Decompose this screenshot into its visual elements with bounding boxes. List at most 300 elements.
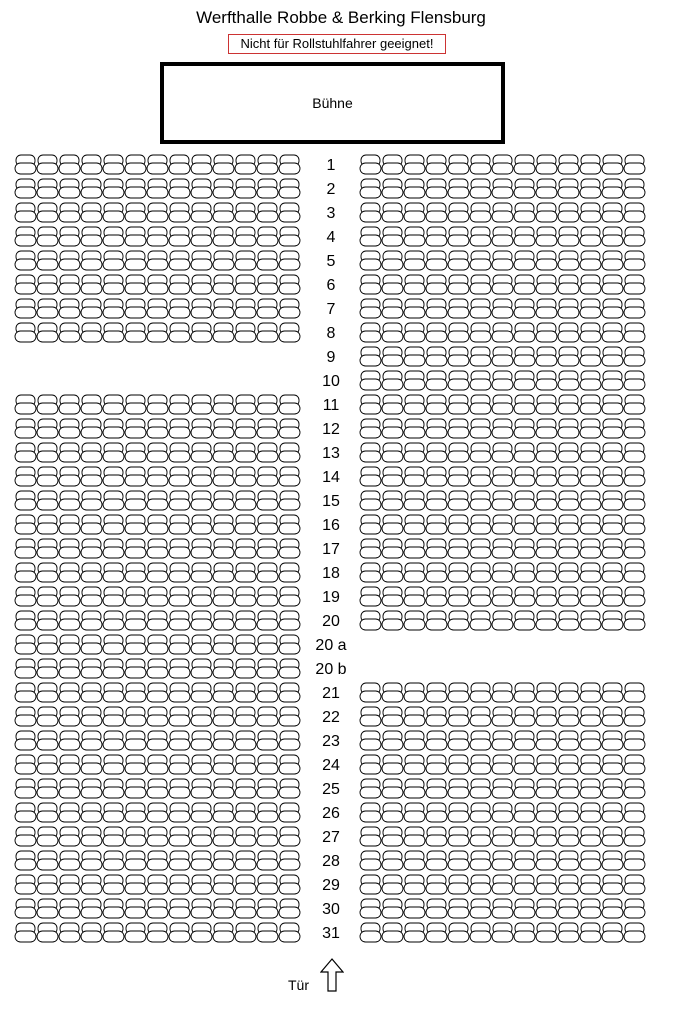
seat[interactable] bbox=[470, 563, 491, 582]
seat[interactable] bbox=[15, 611, 36, 630]
seat[interactable] bbox=[382, 491, 403, 510]
seat[interactable] bbox=[426, 299, 447, 318]
seat[interactable] bbox=[470, 803, 491, 822]
seat[interactable] bbox=[213, 515, 234, 534]
seat[interactable] bbox=[404, 611, 425, 630]
seat[interactable] bbox=[624, 491, 645, 510]
seat[interactable] bbox=[360, 515, 381, 534]
seat[interactable] bbox=[426, 779, 447, 798]
seat[interactable] bbox=[580, 299, 601, 318]
seat[interactable] bbox=[213, 203, 234, 222]
seat[interactable] bbox=[426, 203, 447, 222]
seat[interactable] bbox=[492, 419, 513, 438]
seat[interactable] bbox=[59, 443, 80, 462]
seat[interactable] bbox=[382, 803, 403, 822]
seat[interactable] bbox=[191, 683, 212, 702]
seat[interactable] bbox=[191, 299, 212, 318]
seat[interactable] bbox=[279, 323, 300, 342]
seat[interactable] bbox=[448, 563, 469, 582]
seat[interactable] bbox=[191, 515, 212, 534]
seat[interactable] bbox=[536, 251, 557, 270]
seat[interactable] bbox=[580, 923, 601, 942]
seat[interactable] bbox=[382, 275, 403, 294]
seat[interactable] bbox=[426, 755, 447, 774]
seat[interactable] bbox=[279, 803, 300, 822]
seat[interactable] bbox=[147, 779, 168, 798]
seat[interactable] bbox=[514, 515, 535, 534]
seat[interactable] bbox=[426, 395, 447, 414]
seat[interactable] bbox=[492, 227, 513, 246]
seat[interactable] bbox=[360, 683, 381, 702]
seat[interactable] bbox=[147, 755, 168, 774]
seat[interactable] bbox=[59, 563, 80, 582]
seat[interactable] bbox=[279, 779, 300, 798]
seat[interactable] bbox=[103, 803, 124, 822]
seat[interactable] bbox=[470, 707, 491, 726]
seat[interactable] bbox=[147, 467, 168, 486]
seat[interactable] bbox=[602, 851, 623, 870]
seat[interactable] bbox=[580, 323, 601, 342]
seat[interactable] bbox=[191, 275, 212, 294]
seat[interactable] bbox=[169, 827, 190, 846]
seat[interactable] bbox=[470, 491, 491, 510]
seat[interactable] bbox=[103, 851, 124, 870]
seat[interactable] bbox=[470, 179, 491, 198]
seat[interactable] bbox=[492, 899, 513, 918]
seat[interactable] bbox=[147, 875, 168, 894]
seat[interactable] bbox=[360, 443, 381, 462]
seat[interactable] bbox=[169, 467, 190, 486]
seat[interactable] bbox=[15, 227, 36, 246]
seat[interactable] bbox=[191, 443, 212, 462]
seat[interactable] bbox=[382, 827, 403, 846]
seat[interactable] bbox=[213, 923, 234, 942]
seat[interactable] bbox=[59, 659, 80, 678]
seat[interactable] bbox=[404, 779, 425, 798]
seat[interactable] bbox=[492, 491, 513, 510]
seat[interactable] bbox=[37, 923, 58, 942]
seat[interactable] bbox=[235, 443, 256, 462]
seat[interactable] bbox=[169, 587, 190, 606]
seat[interactable] bbox=[213, 659, 234, 678]
seat[interactable] bbox=[81, 755, 102, 774]
seat[interactable] bbox=[169, 203, 190, 222]
seat[interactable] bbox=[37, 635, 58, 654]
seat[interactable] bbox=[426, 539, 447, 558]
seat[interactable] bbox=[235, 323, 256, 342]
seat[interactable] bbox=[624, 587, 645, 606]
seat[interactable] bbox=[81, 563, 102, 582]
seat[interactable] bbox=[147, 515, 168, 534]
seat[interactable] bbox=[602, 227, 623, 246]
seat[interactable] bbox=[492, 203, 513, 222]
seat[interactable] bbox=[448, 779, 469, 798]
seat[interactable] bbox=[169, 611, 190, 630]
seat[interactable] bbox=[257, 563, 278, 582]
seat[interactable] bbox=[624, 251, 645, 270]
seat[interactable] bbox=[404, 203, 425, 222]
seat[interactable] bbox=[213, 419, 234, 438]
seat[interactable] bbox=[470, 683, 491, 702]
seat[interactable] bbox=[169, 275, 190, 294]
seat[interactable] bbox=[558, 467, 579, 486]
seat[interactable] bbox=[103, 827, 124, 846]
seat[interactable] bbox=[448, 755, 469, 774]
seat[interactable] bbox=[470, 347, 491, 366]
seat[interactable] bbox=[360, 923, 381, 942]
seat[interactable] bbox=[235, 299, 256, 318]
seat[interactable] bbox=[580, 875, 601, 894]
seat[interactable] bbox=[257, 203, 278, 222]
seat[interactable] bbox=[624, 347, 645, 366]
seat[interactable] bbox=[558, 299, 579, 318]
seat[interactable] bbox=[360, 779, 381, 798]
seat[interactable] bbox=[536, 467, 557, 486]
seat[interactable] bbox=[382, 587, 403, 606]
seat[interactable] bbox=[536, 443, 557, 462]
seat[interactable] bbox=[81, 923, 102, 942]
seat[interactable] bbox=[514, 419, 535, 438]
seat[interactable] bbox=[602, 779, 623, 798]
seat[interactable] bbox=[235, 467, 256, 486]
seat[interactable] bbox=[103, 491, 124, 510]
seat[interactable] bbox=[448, 851, 469, 870]
seat[interactable] bbox=[257, 923, 278, 942]
seat[interactable] bbox=[125, 851, 146, 870]
seat[interactable] bbox=[602, 515, 623, 534]
seat[interactable] bbox=[257, 299, 278, 318]
seat[interactable] bbox=[103, 515, 124, 534]
seat[interactable] bbox=[37, 659, 58, 678]
seat[interactable] bbox=[360, 731, 381, 750]
seat[interactable] bbox=[404, 731, 425, 750]
seat[interactable] bbox=[558, 563, 579, 582]
seat[interactable] bbox=[602, 443, 623, 462]
seat[interactable] bbox=[492, 347, 513, 366]
seat[interactable] bbox=[492, 683, 513, 702]
seat[interactable] bbox=[492, 155, 513, 174]
seat[interactable] bbox=[536, 899, 557, 918]
seat[interactable] bbox=[514, 611, 535, 630]
seat[interactable] bbox=[426, 515, 447, 534]
seat[interactable] bbox=[558, 275, 579, 294]
seat[interactable] bbox=[624, 875, 645, 894]
seat[interactable] bbox=[15, 155, 36, 174]
seat[interactable] bbox=[448, 539, 469, 558]
seat[interactable] bbox=[426, 227, 447, 246]
seat[interactable] bbox=[602, 827, 623, 846]
seat[interactable] bbox=[213, 299, 234, 318]
seat[interactable] bbox=[602, 491, 623, 510]
seat[interactable] bbox=[257, 515, 278, 534]
seat[interactable] bbox=[213, 395, 234, 414]
seat[interactable] bbox=[37, 395, 58, 414]
seat[interactable] bbox=[15, 275, 36, 294]
seat[interactable] bbox=[404, 251, 425, 270]
seat[interactable] bbox=[514, 251, 535, 270]
seat[interactable] bbox=[147, 323, 168, 342]
seat[interactable] bbox=[279, 731, 300, 750]
seat[interactable] bbox=[125, 491, 146, 510]
seat[interactable] bbox=[37, 227, 58, 246]
seat[interactable] bbox=[360, 827, 381, 846]
seat[interactable] bbox=[602, 251, 623, 270]
seat[interactable] bbox=[191, 611, 212, 630]
seat[interactable] bbox=[404, 155, 425, 174]
seat[interactable] bbox=[15, 443, 36, 462]
seat[interactable] bbox=[580, 395, 601, 414]
seat[interactable] bbox=[580, 803, 601, 822]
seat[interactable] bbox=[279, 443, 300, 462]
seat[interactable] bbox=[169, 299, 190, 318]
seat[interactable] bbox=[492, 587, 513, 606]
seat[interactable] bbox=[624, 419, 645, 438]
seat[interactable] bbox=[257, 395, 278, 414]
seat[interactable] bbox=[59, 467, 80, 486]
seat[interactable] bbox=[191, 779, 212, 798]
seat[interactable] bbox=[602, 587, 623, 606]
seat[interactable] bbox=[235, 515, 256, 534]
seat[interactable] bbox=[602, 875, 623, 894]
seat[interactable] bbox=[602, 467, 623, 486]
seat[interactable] bbox=[448, 443, 469, 462]
seat[interactable] bbox=[470, 227, 491, 246]
seat[interactable] bbox=[558, 731, 579, 750]
seat[interactable] bbox=[37, 179, 58, 198]
seat[interactable] bbox=[257, 803, 278, 822]
seat[interactable] bbox=[426, 563, 447, 582]
seat[interactable] bbox=[191, 803, 212, 822]
seat[interactable] bbox=[59, 155, 80, 174]
seat[interactable] bbox=[103, 707, 124, 726]
seat[interactable] bbox=[404, 803, 425, 822]
seat[interactable] bbox=[213, 491, 234, 510]
seat[interactable] bbox=[213, 155, 234, 174]
seat[interactable] bbox=[81, 323, 102, 342]
seat[interactable] bbox=[426, 347, 447, 366]
seat[interactable] bbox=[558, 827, 579, 846]
seat[interactable] bbox=[169, 803, 190, 822]
seat[interactable] bbox=[59, 755, 80, 774]
seat[interactable] bbox=[235, 899, 256, 918]
seat[interactable] bbox=[169, 491, 190, 510]
seat[interactable] bbox=[15, 251, 36, 270]
seat[interactable] bbox=[382, 299, 403, 318]
seat[interactable] bbox=[536, 227, 557, 246]
seat[interactable] bbox=[81, 587, 102, 606]
seat[interactable] bbox=[448, 491, 469, 510]
seat[interactable] bbox=[426, 731, 447, 750]
seat[interactable] bbox=[602, 923, 623, 942]
seat[interactable] bbox=[470, 731, 491, 750]
seat[interactable] bbox=[103, 323, 124, 342]
seat[interactable] bbox=[580, 899, 601, 918]
seat[interactable] bbox=[125, 227, 146, 246]
seat[interactable] bbox=[125, 563, 146, 582]
seat[interactable] bbox=[492, 611, 513, 630]
seat[interactable] bbox=[360, 875, 381, 894]
seat[interactable] bbox=[15, 755, 36, 774]
seat[interactable] bbox=[15, 587, 36, 606]
seat[interactable] bbox=[580, 707, 601, 726]
seat[interactable] bbox=[147, 227, 168, 246]
seat[interactable] bbox=[492, 803, 513, 822]
seat[interactable] bbox=[470, 923, 491, 942]
seat[interactable] bbox=[404, 299, 425, 318]
seat[interactable] bbox=[382, 419, 403, 438]
seat[interactable] bbox=[404, 827, 425, 846]
seat[interactable] bbox=[15, 779, 36, 798]
seat[interactable] bbox=[15, 875, 36, 894]
seat[interactable] bbox=[279, 275, 300, 294]
seat[interactable] bbox=[37, 611, 58, 630]
seat[interactable] bbox=[536, 923, 557, 942]
seat[interactable] bbox=[624, 755, 645, 774]
seat[interactable] bbox=[147, 899, 168, 918]
seat[interactable] bbox=[492, 323, 513, 342]
seat[interactable] bbox=[191, 395, 212, 414]
seat[interactable] bbox=[15, 395, 36, 414]
seat[interactable] bbox=[624, 563, 645, 582]
seat[interactable] bbox=[602, 395, 623, 414]
seat[interactable] bbox=[279, 155, 300, 174]
seat[interactable] bbox=[404, 587, 425, 606]
seat[interactable] bbox=[81, 707, 102, 726]
seat[interactable] bbox=[257, 587, 278, 606]
seat[interactable] bbox=[426, 443, 447, 462]
seat[interactable] bbox=[81, 275, 102, 294]
seat[interactable] bbox=[37, 491, 58, 510]
seat[interactable] bbox=[235, 491, 256, 510]
seat[interactable] bbox=[59, 203, 80, 222]
seat[interactable] bbox=[536, 299, 557, 318]
seat[interactable] bbox=[191, 323, 212, 342]
seat[interactable] bbox=[624, 299, 645, 318]
seat[interactable] bbox=[103, 155, 124, 174]
seat[interactable] bbox=[125, 755, 146, 774]
seat[interactable] bbox=[624, 707, 645, 726]
seat[interactable] bbox=[147, 851, 168, 870]
seat[interactable] bbox=[103, 923, 124, 942]
seat[interactable] bbox=[360, 179, 381, 198]
seat[interactable] bbox=[213, 539, 234, 558]
seat[interactable] bbox=[580, 443, 601, 462]
seat[interactable] bbox=[360, 395, 381, 414]
seat[interactable] bbox=[213, 755, 234, 774]
seat[interactable] bbox=[147, 491, 168, 510]
seat[interactable] bbox=[169, 563, 190, 582]
seat[interactable] bbox=[37, 875, 58, 894]
seat[interactable] bbox=[191, 491, 212, 510]
seat[interactable] bbox=[382, 251, 403, 270]
seat[interactable] bbox=[382, 683, 403, 702]
seat[interactable] bbox=[558, 755, 579, 774]
seat[interactable] bbox=[235, 539, 256, 558]
seat[interactable] bbox=[147, 299, 168, 318]
seat[interactable] bbox=[558, 251, 579, 270]
seat[interactable] bbox=[514, 179, 535, 198]
seat[interactable] bbox=[470, 899, 491, 918]
seat[interactable] bbox=[279, 467, 300, 486]
seat[interactable] bbox=[492, 467, 513, 486]
seat[interactable] bbox=[103, 587, 124, 606]
seat[interactable] bbox=[470, 539, 491, 558]
seat[interactable] bbox=[81, 779, 102, 798]
seat[interactable] bbox=[558, 611, 579, 630]
seat[interactable] bbox=[360, 899, 381, 918]
seat[interactable] bbox=[448, 515, 469, 534]
seat[interactable] bbox=[191, 539, 212, 558]
seat[interactable] bbox=[382, 563, 403, 582]
seat[interactable] bbox=[37, 707, 58, 726]
seat[interactable] bbox=[514, 227, 535, 246]
seat[interactable] bbox=[15, 467, 36, 486]
seat[interactable] bbox=[103, 659, 124, 678]
seat[interactable] bbox=[404, 227, 425, 246]
seat[interactable] bbox=[558, 347, 579, 366]
seat[interactable] bbox=[404, 371, 425, 390]
seat[interactable] bbox=[536, 155, 557, 174]
seat[interactable] bbox=[514, 923, 535, 942]
seat[interactable] bbox=[125, 875, 146, 894]
seat[interactable] bbox=[103, 611, 124, 630]
seat[interactable] bbox=[492, 563, 513, 582]
seat[interactable] bbox=[602, 707, 623, 726]
seat[interactable] bbox=[279, 851, 300, 870]
seat[interactable] bbox=[470, 275, 491, 294]
seat[interactable] bbox=[558, 515, 579, 534]
seat[interactable] bbox=[470, 443, 491, 462]
seat[interactable] bbox=[514, 443, 535, 462]
seat[interactable] bbox=[235, 275, 256, 294]
seat[interactable] bbox=[536, 587, 557, 606]
seat[interactable] bbox=[448, 899, 469, 918]
seat[interactable] bbox=[37, 275, 58, 294]
seat[interactable] bbox=[125, 203, 146, 222]
seat[interactable] bbox=[602, 731, 623, 750]
seat[interactable] bbox=[360, 539, 381, 558]
seat[interactable] bbox=[448, 419, 469, 438]
seat[interactable] bbox=[448, 875, 469, 894]
seat[interactable] bbox=[257, 755, 278, 774]
seat[interactable] bbox=[213, 323, 234, 342]
seat[interactable] bbox=[536, 203, 557, 222]
seat[interactable] bbox=[191, 827, 212, 846]
seat[interactable] bbox=[37, 203, 58, 222]
seat[interactable] bbox=[125, 587, 146, 606]
seat[interactable] bbox=[624, 443, 645, 462]
seat[interactable] bbox=[257, 851, 278, 870]
seat[interactable] bbox=[580, 755, 601, 774]
seat[interactable] bbox=[169, 251, 190, 270]
seat[interactable] bbox=[360, 347, 381, 366]
seat[interactable] bbox=[580, 731, 601, 750]
seat[interactable] bbox=[360, 419, 381, 438]
seat[interactable] bbox=[37, 803, 58, 822]
seat[interactable] bbox=[382, 371, 403, 390]
seat[interactable] bbox=[191, 179, 212, 198]
seat[interactable] bbox=[81, 875, 102, 894]
seat[interactable] bbox=[404, 875, 425, 894]
seat[interactable] bbox=[147, 731, 168, 750]
seat[interactable] bbox=[81, 227, 102, 246]
seat[interactable] bbox=[125, 155, 146, 174]
seat[interactable] bbox=[37, 467, 58, 486]
seat[interactable] bbox=[169, 419, 190, 438]
seat[interactable] bbox=[125, 443, 146, 462]
seat[interactable] bbox=[404, 515, 425, 534]
seat[interactable] bbox=[81, 827, 102, 846]
